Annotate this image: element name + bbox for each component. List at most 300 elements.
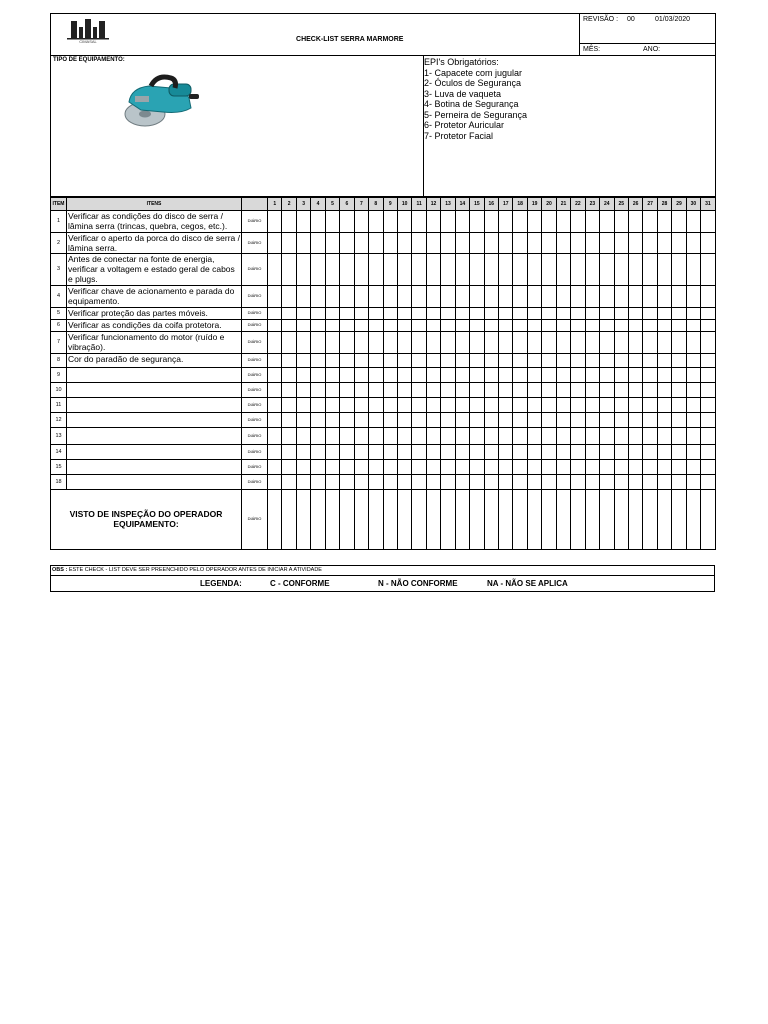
day-check-cell[interactable] <box>369 382 383 397</box>
day-check-cell[interactable] <box>657 285 671 307</box>
day-check-cell[interactable] <box>311 232 325 253</box>
day-check-cell[interactable] <box>340 210 354 232</box>
day-check-cell[interactable] <box>643 412 657 427</box>
day-check-cell[interactable] <box>628 444 642 459</box>
day-check-cell[interactable] <box>657 397 671 412</box>
day-check-cell[interactable] <box>426 397 440 412</box>
day-check-cell[interactable] <box>701 474 715 489</box>
day-check-cell[interactable] <box>600 382 614 397</box>
day-check-cell[interactable] <box>325 427 339 444</box>
day-check-cell[interactable] <box>556 444 570 459</box>
day-check-cell[interactable] <box>527 474 541 489</box>
day-check-cell[interactable] <box>325 459 339 474</box>
visto-signature-cell[interactable] <box>354 489 368 549</box>
day-check-cell[interactable] <box>701 444 715 459</box>
day-check-cell[interactable] <box>369 444 383 459</box>
day-check-cell[interactable] <box>643 307 657 319</box>
day-check-cell[interactable] <box>527 367 541 382</box>
day-check-cell[interactable] <box>657 474 671 489</box>
day-check-cell[interactable] <box>383 412 397 427</box>
day-check-cell[interactable] <box>426 367 440 382</box>
day-check-cell[interactable] <box>470 353 484 367</box>
day-check-cell[interactable] <box>542 331 556 353</box>
day-check-cell[interactable] <box>571 382 585 397</box>
day-check-cell[interactable] <box>354 210 368 232</box>
day-check-cell[interactable] <box>383 353 397 367</box>
day-check-cell[interactable] <box>282 474 296 489</box>
day-check-cell[interactable] <box>268 331 282 353</box>
day-check-cell[interactable] <box>282 253 296 285</box>
day-check-cell[interactable] <box>556 307 570 319</box>
day-check-cell[interactable] <box>600 253 614 285</box>
day-check-cell[interactable] <box>600 427 614 444</box>
day-check-cell[interactable] <box>426 232 440 253</box>
day-check-cell[interactable] <box>499 285 513 307</box>
day-check-cell[interactable] <box>325 285 339 307</box>
day-check-cell[interactable] <box>369 319 383 331</box>
visto-signature-cell[interactable] <box>296 489 310 549</box>
day-check-cell[interactable] <box>513 459 527 474</box>
day-check-cell[interactable] <box>426 412 440 427</box>
day-check-cell[interactable] <box>470 319 484 331</box>
day-check-cell[interactable] <box>354 253 368 285</box>
day-check-cell[interactable] <box>282 367 296 382</box>
day-check-cell[interactable] <box>542 474 556 489</box>
day-check-cell[interactable] <box>556 319 570 331</box>
day-check-cell[interactable] <box>701 331 715 353</box>
day-check-cell[interactable] <box>455 232 469 253</box>
day-check-cell[interactable] <box>268 367 282 382</box>
day-check-cell[interactable] <box>628 285 642 307</box>
day-check-cell[interactable] <box>571 232 585 253</box>
day-check-cell[interactable] <box>455 353 469 367</box>
day-check-cell[interactable] <box>282 397 296 412</box>
day-check-cell[interactable] <box>311 331 325 353</box>
day-check-cell[interactable] <box>412 459 426 474</box>
day-check-cell[interactable] <box>282 427 296 444</box>
day-check-cell[interactable] <box>383 210 397 232</box>
day-check-cell[interactable] <box>556 367 570 382</box>
day-check-cell[interactable] <box>657 253 671 285</box>
day-check-cell[interactable] <box>455 427 469 444</box>
day-check-cell[interactable] <box>296 382 310 397</box>
day-check-cell[interactable] <box>325 232 339 253</box>
day-check-cell[interactable] <box>296 412 310 427</box>
day-check-cell[interactable] <box>499 307 513 319</box>
day-check-cell[interactable] <box>672 253 686 285</box>
day-check-cell[interactable] <box>628 474 642 489</box>
day-check-cell[interactable] <box>643 353 657 367</box>
visto-signature-cell[interactable] <box>585 489 599 549</box>
day-check-cell[interactable] <box>556 474 570 489</box>
day-check-cell[interactable] <box>686 307 700 319</box>
day-check-cell[interactable] <box>513 353 527 367</box>
day-check-cell[interactable] <box>600 319 614 331</box>
day-check-cell[interactable] <box>397 232 411 253</box>
day-check-cell[interactable] <box>354 444 368 459</box>
day-check-cell[interactable] <box>441 285 455 307</box>
day-check-cell[interactable] <box>282 412 296 427</box>
day-check-cell[interactable] <box>686 285 700 307</box>
day-check-cell[interactable] <box>268 285 282 307</box>
day-check-cell[interactable] <box>484 459 498 474</box>
day-check-cell[interactable] <box>542 427 556 444</box>
day-check-cell[interactable] <box>426 382 440 397</box>
day-check-cell[interactable] <box>369 427 383 444</box>
day-check-cell[interactable] <box>282 444 296 459</box>
day-check-cell[interactable] <box>282 382 296 397</box>
day-check-cell[interactable] <box>657 353 671 367</box>
day-check-cell[interactable] <box>383 232 397 253</box>
day-check-cell[interactable] <box>340 459 354 474</box>
day-check-cell[interactable] <box>426 427 440 444</box>
day-check-cell[interactable] <box>556 427 570 444</box>
day-check-cell[interactable] <box>296 210 310 232</box>
day-check-cell[interactable] <box>686 232 700 253</box>
day-check-cell[interactable] <box>484 382 498 397</box>
day-check-cell[interactable] <box>600 353 614 367</box>
day-check-cell[interactable] <box>268 210 282 232</box>
day-check-cell[interactable] <box>282 307 296 319</box>
day-check-cell[interactable] <box>354 319 368 331</box>
day-check-cell[interactable] <box>412 367 426 382</box>
day-check-cell[interactable] <box>614 382 628 397</box>
day-check-cell[interactable] <box>585 253 599 285</box>
day-check-cell[interactable] <box>542 444 556 459</box>
day-check-cell[interactable] <box>441 459 455 474</box>
day-check-cell[interactable] <box>340 474 354 489</box>
day-check-cell[interactable] <box>585 307 599 319</box>
day-check-cell[interactable] <box>268 232 282 253</box>
day-check-cell[interactable] <box>571 397 585 412</box>
day-check-cell[interactable] <box>672 307 686 319</box>
day-check-cell[interactable] <box>470 307 484 319</box>
day-check-cell[interactable] <box>556 232 570 253</box>
day-check-cell[interactable] <box>571 210 585 232</box>
day-check-cell[interactable] <box>412 307 426 319</box>
day-check-cell[interactable] <box>484 367 498 382</box>
day-check-cell[interactable] <box>643 367 657 382</box>
day-check-cell[interactable] <box>282 210 296 232</box>
day-check-cell[interactable] <box>268 382 282 397</box>
day-check-cell[interactable] <box>325 397 339 412</box>
day-check-cell[interactable] <box>686 353 700 367</box>
day-check-cell[interactable] <box>527 253 541 285</box>
day-check-cell[interactable] <box>311 367 325 382</box>
day-check-cell[interactable] <box>268 319 282 331</box>
day-check-cell[interactable] <box>412 285 426 307</box>
day-check-cell[interactable] <box>513 331 527 353</box>
day-check-cell[interactable] <box>672 427 686 444</box>
day-check-cell[interactable] <box>686 319 700 331</box>
day-check-cell[interactable] <box>571 285 585 307</box>
day-check-cell[interactable] <box>470 232 484 253</box>
day-check-cell[interactable] <box>340 382 354 397</box>
day-check-cell[interactable] <box>397 210 411 232</box>
visto-signature-cell[interactable] <box>311 489 325 549</box>
day-check-cell[interactable] <box>354 397 368 412</box>
day-check-cell[interactable] <box>542 232 556 253</box>
day-check-cell[interactable] <box>556 459 570 474</box>
day-check-cell[interactable] <box>585 331 599 353</box>
day-check-cell[interactable] <box>672 474 686 489</box>
day-check-cell[interactable] <box>701 285 715 307</box>
day-check-cell[interactable] <box>571 353 585 367</box>
day-check-cell[interactable] <box>296 232 310 253</box>
day-check-cell[interactable] <box>369 285 383 307</box>
day-check-cell[interactable] <box>657 319 671 331</box>
day-check-cell[interactable] <box>441 232 455 253</box>
day-check-cell[interactable] <box>426 307 440 319</box>
day-check-cell[interactable] <box>397 307 411 319</box>
day-check-cell[interactable] <box>383 319 397 331</box>
day-check-cell[interactable] <box>325 319 339 331</box>
day-check-cell[interactable] <box>369 253 383 285</box>
day-check-cell[interactable] <box>383 331 397 353</box>
day-check-cell[interactable] <box>657 444 671 459</box>
day-check-cell[interactable] <box>513 412 527 427</box>
day-check-cell[interactable] <box>657 210 671 232</box>
day-check-cell[interactable] <box>657 382 671 397</box>
day-check-cell[interactable] <box>556 353 570 367</box>
day-check-cell[interactable] <box>643 382 657 397</box>
day-check-cell[interactable] <box>441 382 455 397</box>
day-check-cell[interactable] <box>282 319 296 331</box>
day-check-cell[interactable] <box>383 427 397 444</box>
day-check-cell[interactable] <box>686 397 700 412</box>
day-check-cell[interactable] <box>455 444 469 459</box>
day-check-cell[interactable] <box>268 412 282 427</box>
day-check-cell[interactable] <box>268 444 282 459</box>
day-check-cell[interactable] <box>383 253 397 285</box>
day-check-cell[interactable] <box>643 397 657 412</box>
day-check-cell[interactable] <box>296 397 310 412</box>
day-check-cell[interactable] <box>672 285 686 307</box>
day-check-cell[interactable] <box>628 353 642 367</box>
day-check-cell[interactable] <box>556 210 570 232</box>
day-check-cell[interactable] <box>470 253 484 285</box>
day-check-cell[interactable] <box>369 307 383 319</box>
day-check-cell[interactable] <box>340 319 354 331</box>
day-check-cell[interactable] <box>628 210 642 232</box>
visto-signature-cell[interactable] <box>686 489 700 549</box>
day-check-cell[interactable] <box>672 232 686 253</box>
visto-signature-cell[interactable] <box>268 489 282 549</box>
day-check-cell[interactable] <box>470 397 484 412</box>
day-check-cell[interactable] <box>571 319 585 331</box>
day-check-cell[interactable] <box>643 474 657 489</box>
day-check-cell[interactable] <box>542 412 556 427</box>
day-check-cell[interactable] <box>484 444 498 459</box>
day-check-cell[interactable] <box>628 367 642 382</box>
day-check-cell[interactable] <box>369 232 383 253</box>
day-check-cell[interactable] <box>354 331 368 353</box>
day-check-cell[interactable] <box>455 459 469 474</box>
day-check-cell[interactable] <box>325 367 339 382</box>
day-check-cell[interactable] <box>657 367 671 382</box>
day-check-cell[interactable] <box>628 459 642 474</box>
day-check-cell[interactable] <box>643 444 657 459</box>
day-check-cell[interactable] <box>513 397 527 412</box>
day-check-cell[interactable] <box>701 459 715 474</box>
day-check-cell[interactable] <box>412 210 426 232</box>
day-check-cell[interactable] <box>585 474 599 489</box>
day-check-cell[interactable] <box>340 427 354 444</box>
day-check-cell[interactable] <box>571 427 585 444</box>
day-check-cell[interactable] <box>311 427 325 444</box>
day-check-cell[interactable] <box>513 232 527 253</box>
day-check-cell[interactable] <box>397 253 411 285</box>
day-check-cell[interactable] <box>412 232 426 253</box>
day-check-cell[interactable] <box>701 367 715 382</box>
day-check-cell[interactable] <box>600 232 614 253</box>
day-check-cell[interactable] <box>542 367 556 382</box>
day-check-cell[interactable] <box>296 331 310 353</box>
day-check-cell[interactable] <box>484 285 498 307</box>
day-check-cell[interactable] <box>455 331 469 353</box>
day-check-cell[interactable] <box>325 331 339 353</box>
day-check-cell[interactable] <box>397 285 411 307</box>
day-check-cell[interactable] <box>585 210 599 232</box>
day-check-cell[interactable] <box>470 382 484 397</box>
day-check-cell[interactable] <box>628 427 642 444</box>
visto-signature-cell[interactable] <box>325 489 339 549</box>
day-check-cell[interactable] <box>296 459 310 474</box>
day-check-cell[interactable] <box>701 382 715 397</box>
day-check-cell[interactable] <box>657 307 671 319</box>
day-check-cell[interactable] <box>325 382 339 397</box>
day-check-cell[interactable] <box>686 253 700 285</box>
day-check-cell[interactable] <box>614 232 628 253</box>
day-check-cell[interactable] <box>571 459 585 474</box>
day-check-cell[interactable] <box>455 397 469 412</box>
day-check-cell[interactable] <box>614 353 628 367</box>
day-check-cell[interactable] <box>397 427 411 444</box>
visto-signature-cell[interactable] <box>628 489 642 549</box>
day-check-cell[interactable] <box>354 459 368 474</box>
day-check-cell[interactable] <box>325 353 339 367</box>
day-check-cell[interactable] <box>571 367 585 382</box>
visto-signature-cell[interactable] <box>397 489 411 549</box>
visto-signature-cell[interactable] <box>369 489 383 549</box>
day-check-cell[interactable] <box>470 285 484 307</box>
day-check-cell[interactable] <box>643 319 657 331</box>
day-check-cell[interactable] <box>412 382 426 397</box>
day-check-cell[interactable] <box>527 459 541 474</box>
day-check-cell[interactable] <box>484 412 498 427</box>
day-check-cell[interactable] <box>614 397 628 412</box>
day-check-cell[interactable] <box>470 412 484 427</box>
day-check-cell[interactable] <box>397 459 411 474</box>
day-check-cell[interactable] <box>369 397 383 412</box>
day-check-cell[interactable] <box>470 474 484 489</box>
day-check-cell[interactable] <box>628 382 642 397</box>
day-check-cell[interactable] <box>268 397 282 412</box>
day-check-cell[interactable] <box>412 412 426 427</box>
day-check-cell[interactable] <box>354 367 368 382</box>
day-check-cell[interactable] <box>484 353 498 367</box>
day-check-cell[interactable] <box>527 353 541 367</box>
day-check-cell[interactable] <box>383 367 397 382</box>
day-check-cell[interactable] <box>397 397 411 412</box>
day-check-cell[interactable] <box>397 319 411 331</box>
day-check-cell[interactable] <box>499 427 513 444</box>
day-check-cell[interactable] <box>686 459 700 474</box>
day-check-cell[interactable] <box>556 412 570 427</box>
day-check-cell[interactable] <box>397 412 411 427</box>
visto-signature-cell[interactable] <box>527 489 541 549</box>
day-check-cell[interactable] <box>614 459 628 474</box>
day-check-cell[interactable] <box>585 353 599 367</box>
visto-signature-cell[interactable] <box>470 489 484 549</box>
day-check-cell[interactable] <box>672 367 686 382</box>
day-check-cell[interactable] <box>686 412 700 427</box>
day-check-cell[interactable] <box>614 285 628 307</box>
day-check-cell[interactable] <box>643 232 657 253</box>
day-check-cell[interactable] <box>282 353 296 367</box>
day-check-cell[interactable] <box>340 367 354 382</box>
day-check-cell[interactable] <box>340 331 354 353</box>
day-check-cell[interactable] <box>701 210 715 232</box>
day-check-cell[interactable] <box>354 412 368 427</box>
day-check-cell[interactable] <box>686 427 700 444</box>
day-check-cell[interactable] <box>325 444 339 459</box>
day-check-cell[interactable] <box>657 459 671 474</box>
day-check-cell[interactable] <box>369 353 383 367</box>
day-check-cell[interactable] <box>672 397 686 412</box>
day-check-cell[interactable] <box>268 474 282 489</box>
day-check-cell[interactable] <box>643 427 657 444</box>
day-check-cell[interactable] <box>296 427 310 444</box>
day-check-cell[interactable] <box>614 331 628 353</box>
day-check-cell[interactable] <box>542 353 556 367</box>
day-check-cell[interactable] <box>484 210 498 232</box>
day-check-cell[interactable] <box>369 210 383 232</box>
day-check-cell[interactable] <box>499 367 513 382</box>
day-check-cell[interactable] <box>412 319 426 331</box>
day-check-cell[interactable] <box>585 397 599 412</box>
day-check-cell[interactable] <box>628 331 642 353</box>
day-check-cell[interactable] <box>527 232 541 253</box>
day-check-cell[interactable] <box>354 427 368 444</box>
day-check-cell[interactable] <box>527 444 541 459</box>
day-check-cell[interactable] <box>354 474 368 489</box>
visto-signature-cell[interactable] <box>571 489 585 549</box>
visto-signature-cell[interactable] <box>614 489 628 549</box>
day-check-cell[interactable] <box>527 382 541 397</box>
day-check-cell[interactable] <box>585 382 599 397</box>
day-check-cell[interactable] <box>556 382 570 397</box>
day-check-cell[interactable] <box>470 331 484 353</box>
day-check-cell[interactable] <box>383 397 397 412</box>
day-check-cell[interactable] <box>325 412 339 427</box>
day-check-cell[interactable] <box>282 331 296 353</box>
day-check-cell[interactable] <box>513 427 527 444</box>
day-check-cell[interactable] <box>441 353 455 367</box>
day-check-cell[interactable] <box>484 331 498 353</box>
day-check-cell[interactable] <box>397 331 411 353</box>
day-check-cell[interactable] <box>325 253 339 285</box>
day-check-cell[interactable] <box>571 253 585 285</box>
day-check-cell[interactable] <box>701 253 715 285</box>
day-check-cell[interactable] <box>354 232 368 253</box>
day-check-cell[interactable] <box>657 232 671 253</box>
day-check-cell[interactable] <box>585 459 599 474</box>
day-check-cell[interactable] <box>614 367 628 382</box>
day-check-cell[interactable] <box>441 427 455 444</box>
day-check-cell[interactable] <box>325 307 339 319</box>
day-check-cell[interactable] <box>340 397 354 412</box>
